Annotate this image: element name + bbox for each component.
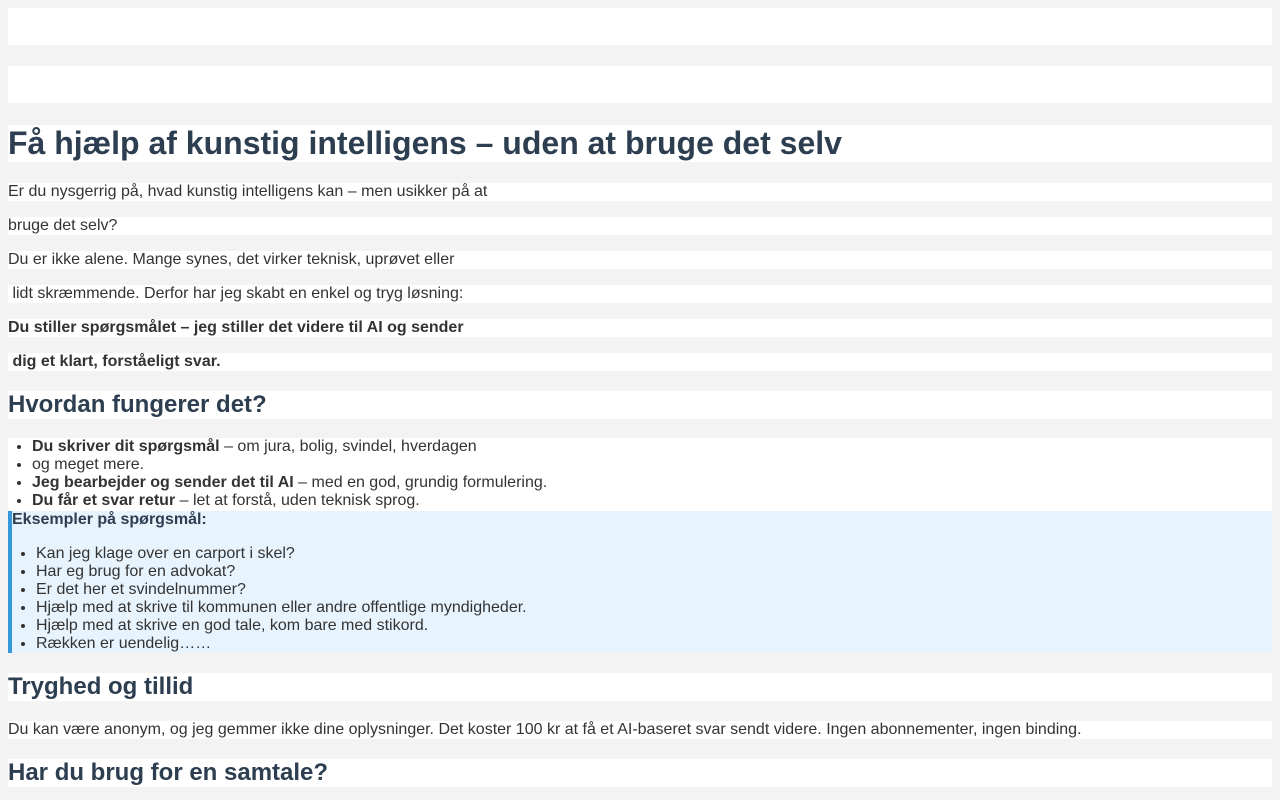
how-steps-list: [8, 438, 1272, 511]
intro-line-4: lidt skræmmende. Derfor har jeg skabt en enkel og tryg løsning:: [8, 285, 1272, 303]
step-text: – let at forstå, uden teknisk sprog.: [175, 492, 420, 509]
list-item: • Hjælp med at skrive til kommunen eller andre offentlige myndigheder.: [36, 599, 527, 617]
list-item: [32, 456, 1272, 474]
step-bold: Du får et svar retur: [32, 492, 176, 509]
list-item: [32, 492, 1272, 510]
list-item: • Rækken er uendelig……: [36, 635, 527, 653]
step-bold: Du skriver dit spørgsmål: [32, 438, 220, 455]
intro-line-1: Er du nysgerrig på, hvad kunstig intelligens kan – men usikker på at: [8, 183, 1272, 201]
trust-text: Du kan være anonym, og jeg gemmer ikke dine oplysninger. Det koster 100 kr at få et AI-baseret svar sendt videre. Ingen abonnementer, ingen binding.: [8, 721, 1272, 739]
page-title: Få hjælp af kunstig intelligens – uden at bruge det selv: [8, 125, 1272, 162]
list-item: • Hjælp med at skrive en god tale, kom bare med stikord.: [36, 617, 527, 635]
conversation-heading: Har du brug for en samtale?: [8, 759, 1272, 787]
step-bold: Jeg bearbejder og sender det til AI: [32, 474, 294, 491]
intro-bold-line-1: Du stiller spørgsmålet – jeg stiller det videre til AI og sender: [8, 319, 1272, 337]
examples-box: [8, 511, 1272, 653]
list-item: • Er det her et svindelnummer?: [36, 581, 527, 599]
intro-line-3: Du er ikke alene. Mange synes, det virker teknisk, uprøvet eller: [8, 251, 1272, 269]
step-text: og meget mere.: [32, 456, 145, 473]
intro-bold-line-2: dig et klart, forståeligt svar.: [8, 353, 1272, 371]
examples-list: [12, 545, 527, 653]
list-item: [32, 474, 1272, 492]
list-item: • Kan jeg klage over en carport i skel?: [36, 545, 527, 563]
step-text: – med en god, grundig formulering.: [293, 474, 548, 491]
blank-nav-bar: [8, 66, 1272, 103]
step-text: – om jura, bolig, svindel, hverdagen: [219, 438, 477, 455]
blank-header-bar: [8, 8, 1272, 45]
list-item: • Har eg brug for en advokat?: [36, 563, 527, 581]
examples-title: Eksempler på spørgsmål:: [12, 511, 207, 528]
intro-line-2: bruge det selv?: [8, 217, 1272, 235]
how-heading: Hvordan fungerer det?: [8, 391, 1272, 419]
list-item: [32, 438, 1272, 456]
trust-heading: Tryghed og tillid: [8, 673, 1272, 701]
